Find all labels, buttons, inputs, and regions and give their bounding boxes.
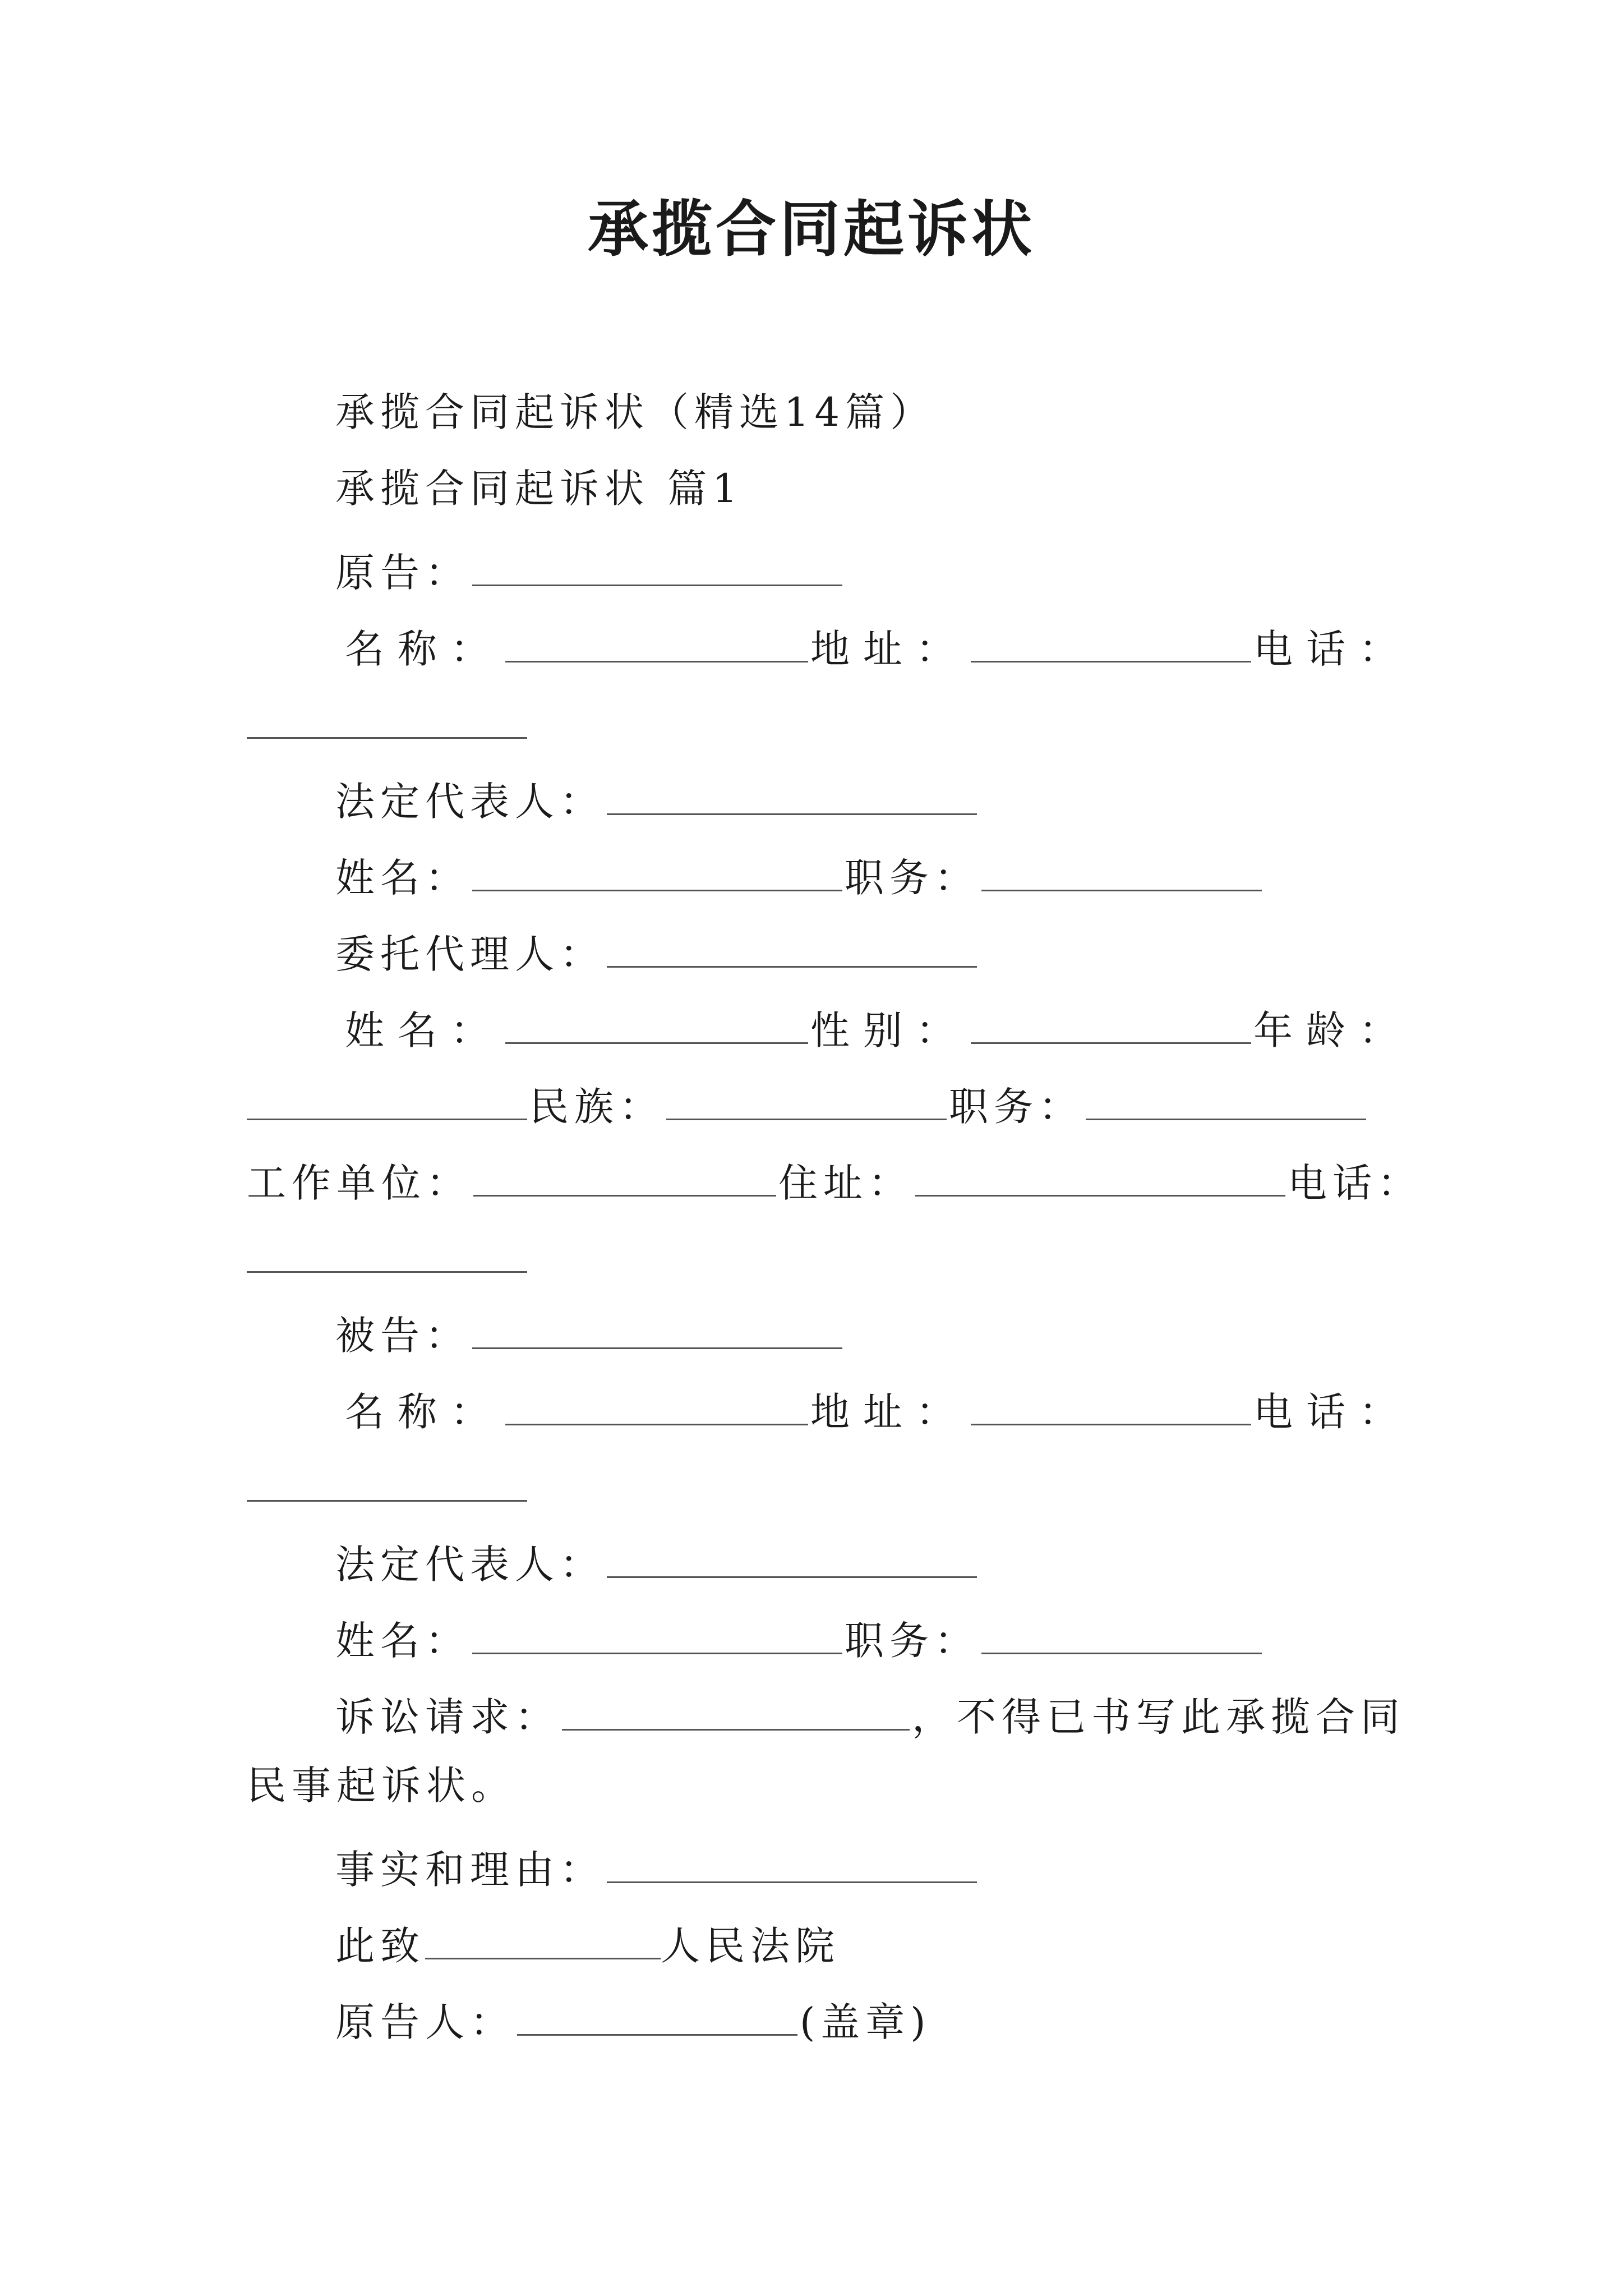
defendant-blank[interactable] — [472, 1308, 842, 1349]
claims-continuation-end: 民事起诉状。 — [247, 1763, 516, 1809]
agent-ethnicity-row — [247, 1079, 1368, 1130]
plaintiff-row — [335, 545, 845, 596]
plaintiff-phone-blank[interactable] — [247, 698, 527, 739]
plaintiff-phone-row — [247, 698, 527, 745]
claims-continuation: ，不得已书写此承揽合同 — [912, 1694, 1405, 1740]
defendant-address-blank[interactable] — [971, 1384, 1251, 1425]
claims-label: 诉讼请求： — [335, 1694, 560, 1740]
defendant-name-blank[interactable] — [505, 1384, 808, 1425]
defendant-rep-name-blank[interactable] — [472, 1613, 842, 1654]
agent-position-label: 职务： — [949, 1084, 1083, 1130]
closing-court: 人民法院 — [661, 1923, 840, 1969]
agent-residence-blank[interactable] — [915, 1156, 1285, 1197]
plaintiff-rep-position-blank[interactable] — [981, 850, 1262, 891]
plaintiff-rep-details-row — [335, 850, 1264, 901]
facts-blank[interactable] — [607, 1842, 977, 1883]
defendant-label: 被告： — [335, 1313, 470, 1359]
signer-blank[interactable] — [517, 1995, 797, 2036]
plaintiff-rep-name-blank[interactable] — [472, 850, 842, 891]
plaintiff-contact-row — [345, 622, 1412, 672]
agent-residence-label: 住址： — [778, 1160, 913, 1206]
court-name-blank[interactable] — [425, 1918, 661, 1959]
signer-label: 原告人： — [335, 1999, 515, 2045]
document-subtitle: 承揽合同起诉状（精选14篇） — [335, 389, 935, 435]
claims-continuation-row — [247, 1763, 516, 1809]
agent-ethnicity-blank[interactable] — [666, 1079, 947, 1120]
agent-ethnicity-label: 民族： — [529, 1084, 664, 1130]
defendant-legal-rep-label: 法定代表人： — [335, 1542, 605, 1588]
agent-workplace-label: 工作单位： — [247, 1160, 471, 1206]
plaintiff-address-blank[interactable] — [971, 622, 1251, 662]
agent-phone-row — [247, 1232, 527, 1279]
defendant-legal-rep-row — [335, 1537, 979, 1588]
defendant-legal-rep-blank[interactable] — [607, 1537, 977, 1578]
agent-name-blank[interactable] — [505, 1003, 808, 1044]
agent-workplace-blank[interactable] — [473, 1156, 776, 1197]
agent-work-row — [247, 1156, 1422, 1206]
closing-prefix: 此致 — [335, 1923, 425, 1969]
plaintiff-legal-rep-label: 法定代表人： — [335, 779, 605, 825]
defendant-rep-position-label: 职务： — [845, 1618, 979, 1664]
agent-age-blank[interactable] — [247, 1079, 527, 1120]
defendant-rep-position-blank[interactable] — [981, 1613, 1262, 1654]
plaintiff-agent-label: 委托代理人： — [335, 931, 605, 977]
agent-phone-label: 电话： — [1288, 1160, 1422, 1206]
closing-row — [335, 1918, 840, 1969]
claims-row — [335, 1690, 1405, 1740]
seal-note: (盖章) — [800, 1999, 932, 2045]
plaintiff-name-label: 名称： — [345, 626, 503, 672]
plaintiff-legal-rep-row — [335, 774, 979, 825]
agent-phone-blank[interactable] — [247, 1232, 527, 1273]
agent-gender-blank[interactable] — [971, 1003, 1251, 1044]
agent-name-label: 姓名： — [345, 1007, 503, 1053]
agent-gender-label: 性别： — [810, 1007, 969, 1053]
plaintiff-phone-label: 电话： — [1253, 626, 1412, 672]
defendant-contact-row — [345, 1384, 1412, 1435]
defendant-name-label: 名称： — [345, 1389, 503, 1435]
defendant-phone-row — [247, 1461, 527, 1508]
plaintiff-legal-rep-blank[interactable] — [607, 774, 977, 815]
defendant-address-label: 地址： — [810, 1389, 969, 1435]
defendant-phone-blank[interactable] — [247, 1461, 527, 1502]
section-heading: 承揽合同起诉状 篇1 — [335, 466, 743, 512]
defendant-rep-details-row — [335, 1613, 1264, 1664]
agent-age-label: 年龄： — [1253, 1007, 1412, 1053]
signer-row — [335, 1995, 932, 2045]
defendant-phone-label: 电话： — [1253, 1389, 1412, 1435]
facts-row — [335, 1842, 979, 1893]
plaintiff-agent-row — [335, 927, 979, 977]
claims-blank[interactable] — [562, 1690, 910, 1731]
plaintiff-address-label: 地址： — [810, 626, 969, 672]
plaintiff-label: 原告： — [335, 550, 470, 596]
defendant-rep-name-label: 姓名： — [335, 1618, 470, 1664]
plaintiff-agent-blank[interactable] — [607, 927, 977, 968]
plaintiff-name-blank[interactable] — [505, 622, 808, 662]
plaintiff-blank[interactable] — [472, 545, 842, 586]
plaintiff-rep-name-label: 姓名： — [335, 855, 470, 901]
agent-personal-row — [345, 1003, 1412, 1053]
document-title: 承揽合同起诉状 — [587, 194, 1035, 265]
agent-position-blank[interactable] — [1086, 1079, 1366, 1120]
plaintiff-rep-position-label: 职务： — [845, 855, 979, 901]
defendant-row — [335, 1308, 845, 1359]
facts-label: 事实和理由： — [335, 1847, 605, 1893]
